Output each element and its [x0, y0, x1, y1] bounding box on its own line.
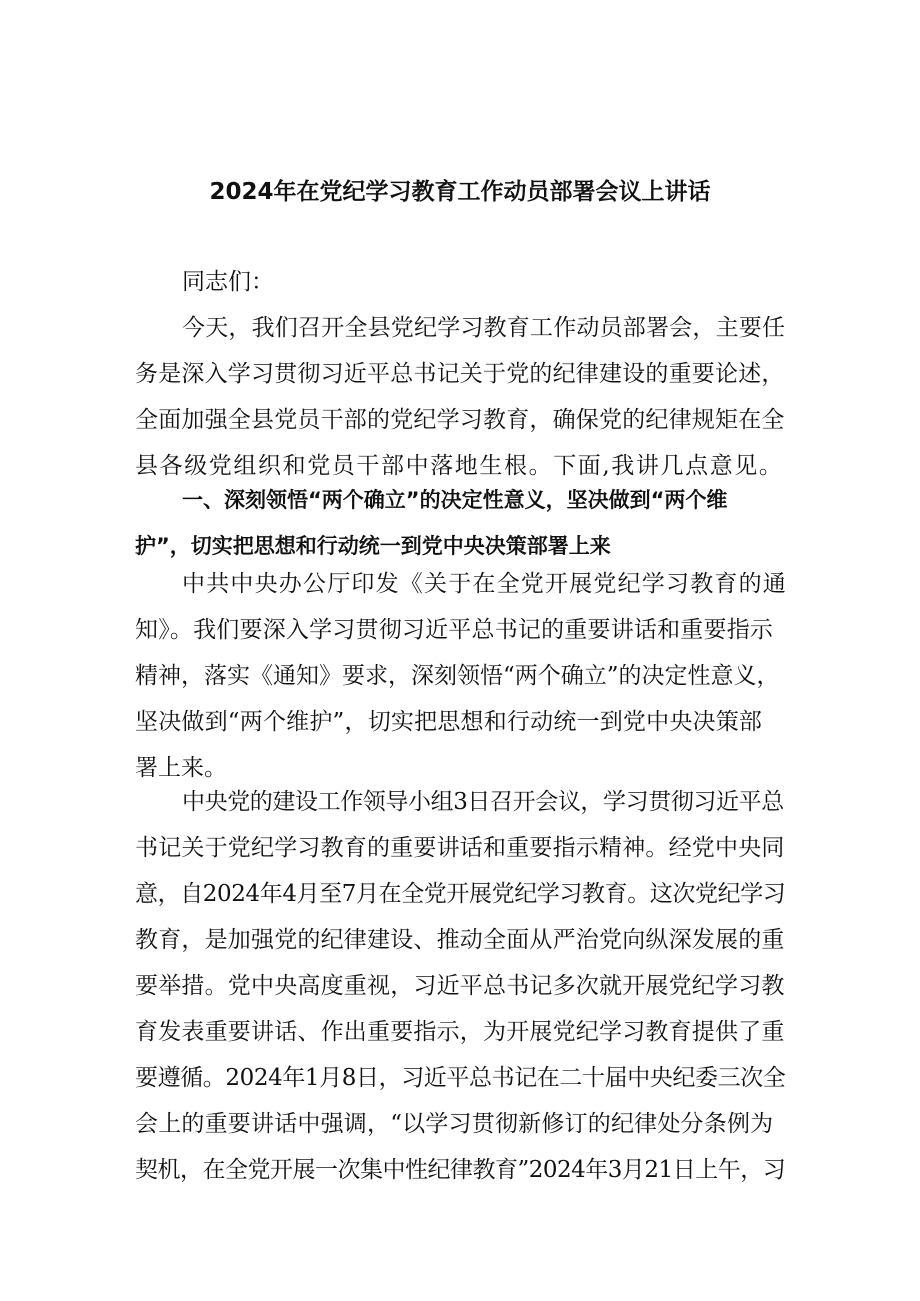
text-line: 要遵循。2024年1月8日，习近平总书记在二十届中央纪委三次全: [135, 1065, 786, 1091]
text-line: 中共中央办公厅印发《关于在全党开展党纪学习教育的通: [182, 571, 787, 597]
text-line: 契机，在全党开展一次集中性纪律教育”2024年3月21日上午，习: [135, 1157, 786, 1183]
text-line: 今天，我们召开全县党纪学习教育工作动员部署会，主要任: [182, 315, 786, 341]
paragraph-intro: [135, 305, 790, 489]
text-line: 书记关于党纪学习教育的重要讲话和重要指示精神。经党中央同: [135, 835, 785, 861]
text-line: 要举措。党中央高度重视，习近平总书记多次就开展党纪学习教: [135, 973, 785, 999]
text-line: 教育，是加强党的纪律建设、推动全面从严治党向纵深发展的重: [135, 927, 785, 953]
document-title: 2024年在党纪学习教育工作动员部署会议上讲话: [209, 179, 711, 205]
heading-line: 护”，切实把思想和行动统一到党中央决策部署上来: [135, 534, 611, 558]
section-heading-1: [135, 477, 790, 569]
greeting: [135, 259, 790, 305]
text-line: 全面加强全县党员干部的党纪学习教育，确保党的纪律规矩在全: [135, 407, 785, 433]
text-line: 育发表重要讲话、作出重要指示，为开展党纪学习教育提供了重: [135, 1019, 785, 1045]
text-line: 知》。我们要深入学习贯彻习近平总书记的重要讲话和重要指示: [135, 617, 774, 643]
text-line: 会上的重要讲话中强调，“以学习贯彻新修订的纪律处分条例为: [135, 1111, 774, 1137]
paragraph-meeting: [135, 779, 790, 1193]
text-line: 精神，落实《通知》要求，深刻领悟“两个确立”的决定性意义，: [135, 663, 780, 689]
heading-line: 一、深刻领悟“两个确立”的决定性意义，坚决做到“两个维: [182, 488, 728, 512]
text-line: 署上来。: [135, 755, 227, 781]
text-line: 中央党的建设工作领导小组3日召开会议，学习贯彻习近平总: [182, 789, 784, 815]
text-line: 县各级党组织和党员干部中落地生根。下面,我讲几点意见。: [135, 453, 784, 479]
text-line: 务是深入学习贯彻习近平总书记关于党的纪律建设的重要论述，: [135, 361, 785, 387]
text-line: 意，自2024年4月至7月在全党开展党纪学习教育。这次党纪学习: [135, 881, 786, 907]
text-line: 坚决做到“两个维护”，切实把思想和行动统一到党中央决策部: [135, 709, 763, 735]
greeting-line: 同志们：: [182, 269, 274, 295]
paragraph-notice: [135, 561, 790, 791]
